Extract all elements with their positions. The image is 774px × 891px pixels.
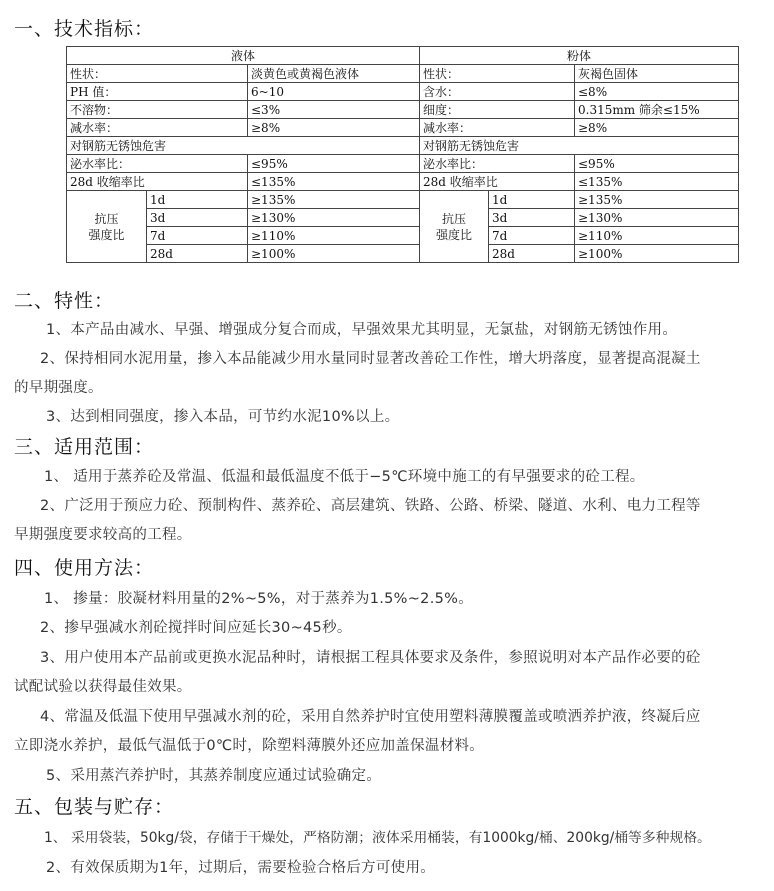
corrosion-note-powder: 对钢筋无锈蚀危害 xyxy=(420,137,739,155)
table-cell: 28d xyxy=(489,245,575,263)
usage-item-4-cont: 立即浇水养护，最低气温低于0℃时，除塑料薄膜外还应加盖保温材料。 xyxy=(14,738,485,754)
features-item-2-cont: 的早期强度。 xyxy=(14,380,103,396)
table-cell: 1d xyxy=(489,191,575,209)
table-row xyxy=(67,245,739,263)
features-item-2: 2、保持相同水泥用量，掺入本品能减少用水量同时显著改善砼工作性，增大坍落度，显著提高混凝土 xyxy=(40,351,701,367)
table-cell: 不溶物： xyxy=(67,101,248,119)
table-cell: ≤135% xyxy=(248,173,420,191)
scope-item-2: 2、广泛用于预应力砼、预制构件、蒸养砼、高层建筑、铁路、公路、桥梁、隧道、水利、电力工程等 xyxy=(40,498,701,514)
table-cell: 3d xyxy=(147,209,248,227)
table-cell: 泌水率比： xyxy=(67,155,248,173)
table-cell: 28d 收缩率比 xyxy=(420,173,575,191)
section-title-storage: 五、包装与贮存： xyxy=(14,796,175,818)
strength-label-liquid xyxy=(67,191,147,263)
table-row xyxy=(67,65,739,83)
section-title-usage: 四、使用方法： xyxy=(14,557,155,579)
table-row xyxy=(67,173,739,191)
table-cell: ≥135% xyxy=(575,191,739,209)
table-row xyxy=(67,119,739,137)
table-row xyxy=(67,191,739,209)
table-row xyxy=(67,101,739,119)
table-cell: 3d xyxy=(489,209,575,227)
table-cell: 7d xyxy=(147,227,248,245)
table-row xyxy=(67,155,739,173)
features-item-1: 1、本产品由减水、早强、增强成分复合而成，早强效果尤其明显，无氯盐，对钢筋无锈蚀作用。 xyxy=(46,322,678,338)
storage-item-2: 2、有效保质期为1年，过期后，需要检验合格后方可使用。 xyxy=(46,860,436,876)
table-cell: ≥110% xyxy=(575,227,739,245)
table-cell: ≤95% xyxy=(248,155,420,173)
table-cell: 1d xyxy=(147,191,248,209)
strength-label-powder xyxy=(420,191,489,263)
table-cell: 性状： xyxy=(420,65,575,83)
table-cell: 含水： xyxy=(420,83,575,101)
table-cell: ≥130% xyxy=(248,209,420,227)
usage-item-5: 5、采用蒸汽养护时，其蒸养制度应通过试验确定。 xyxy=(46,768,382,784)
table-cell: 减水率： xyxy=(420,119,575,137)
table-cell: 灰褐色固体 xyxy=(575,65,739,83)
table-cell: 泌水率比： xyxy=(420,155,575,173)
features-item-3: 3、达到相同强度，掺入本品，可节约水泥10%以上。 xyxy=(46,409,400,425)
usage-item-4: 4、常温及低温下使用早强减水剂的砼，采用自然养护时宜使用塑料薄膜覆盖或喷洒养护液，终凝后应 xyxy=(40,709,701,725)
table-cell: 7d xyxy=(489,227,575,245)
usage-item-3-cont: 试配试验以获得最佳效果。 xyxy=(14,679,192,695)
table-cell: 减水率： xyxy=(67,119,248,137)
table-row xyxy=(67,137,739,155)
table-row xyxy=(67,227,739,245)
table-header-row xyxy=(67,47,739,65)
scope-item-2-cont: 早期强度要求较高的工程。 xyxy=(14,527,192,543)
table-cell: PH 值： xyxy=(67,83,248,101)
liquid-header: 液体 xyxy=(67,47,420,65)
strength-label-line2: 强度比 xyxy=(88,227,125,242)
table-cell: 28d 收缩率比 xyxy=(67,173,248,191)
section-title-technical-specs: 一、技术指标： xyxy=(14,18,155,40)
usage-item-1: 1、 掺量：胶凝材料用量的2%~5%，对于蒸养为1.5%~2.5%。 xyxy=(44,591,474,607)
table-cell: ≤3% xyxy=(248,101,420,119)
table-cell: ≥130% xyxy=(575,209,739,227)
strength-label-line1: 抗压 xyxy=(94,211,119,226)
table-cell: ≥8% xyxy=(248,119,420,137)
table-row xyxy=(67,83,739,101)
table-cell: 淡黄色或黄褐色液体 xyxy=(248,65,420,83)
corrosion-note-liquid: 对钢筋无锈蚀危害 xyxy=(67,137,420,155)
table-cell: 0.315mm 筛余≤15% xyxy=(575,101,739,119)
spec-table xyxy=(66,46,739,263)
table-cell: ≥8% xyxy=(575,119,739,137)
section-title-scope: 三、适用范围： xyxy=(14,436,155,458)
usage-item-3: 3、用户使用本产品前或更换水泥品种时，请根据工程具体要求及条件，参照说明对本产品作必要的砼 xyxy=(40,650,701,666)
table-cell: 28d xyxy=(147,245,248,263)
table-cell: ≤95% xyxy=(575,155,739,173)
scope-item-1: 1、 适用于蒸养砼及常温、低温和最低温度不低于−5℃环境中施工的有早强要求的砼工程。 xyxy=(44,469,645,485)
table-cell: ≥135% xyxy=(248,191,420,209)
table-cell: ≥100% xyxy=(248,245,420,263)
table-cell: 细度： xyxy=(420,101,575,119)
table-cell: 性状： xyxy=(67,65,248,83)
table-cell: 6~10 xyxy=(248,83,420,101)
table-cell: ≥110% xyxy=(248,227,420,245)
powder-header: 粉体 xyxy=(420,47,739,65)
strength-label-line1: 抗压 xyxy=(441,211,466,226)
table-cell: ≤8% xyxy=(575,83,739,101)
usage-item-2: 2、掺早强减水剂砼搅拌时间应延长30~45秒。 xyxy=(40,620,352,636)
table-cell: ≥100% xyxy=(575,245,739,263)
section-title-features: 二、特性： xyxy=(14,290,115,312)
storage-item-1: 1、 采用袋装，50kg/袋，存储于干燥处，严格防潮；液体采用桶装，有1000kg/桶、200kg/桶等多种规格。 xyxy=(44,830,711,846)
table-row xyxy=(67,209,739,227)
table-cell: ≤135% xyxy=(575,173,739,191)
strength-label-line2: 强度比 xyxy=(435,227,472,242)
